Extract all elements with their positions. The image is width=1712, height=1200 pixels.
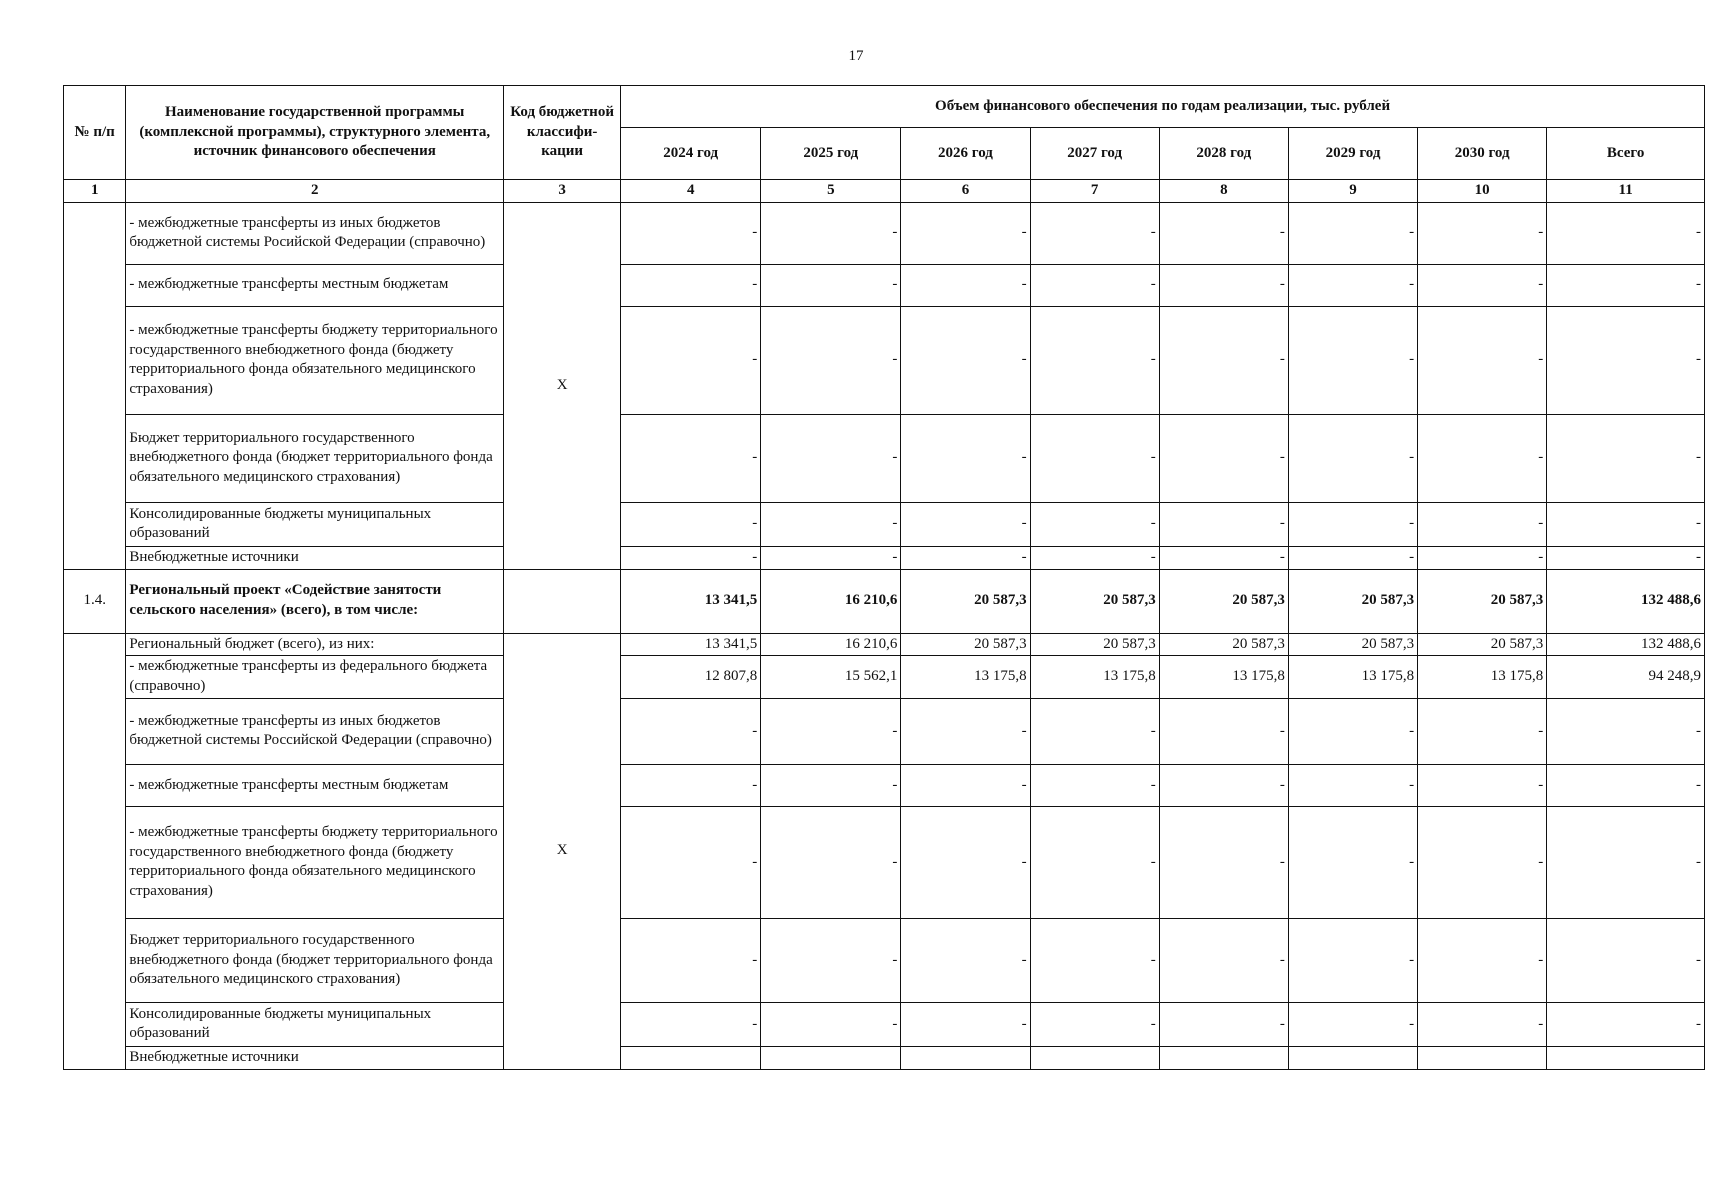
value-cell: - [761, 502, 901, 546]
value-cell: - [1288, 698, 1417, 764]
header-year: 2024 год [621, 128, 761, 180]
value-cell: 16 210,6 [761, 569, 901, 633]
value-cell: - [1159, 202, 1288, 264]
table-row [64, 202, 1705, 264]
table-row [64, 1002, 1705, 1046]
value-cell: - [901, 414, 1030, 502]
value-cell: 13 341,5 [621, 569, 761, 633]
value-cell: - [901, 806, 1030, 918]
row-name: Внебюджетные источники [126, 1046, 504, 1069]
value-cell: - [1159, 414, 1288, 502]
value-cell: - [1159, 918, 1288, 1002]
column-number: 1 [64, 180, 126, 203]
value-cell: 20 587,3 [1418, 633, 1547, 656]
value-cell: - [1547, 546, 1705, 569]
project-name: Региональный проект «Содействие занятости сельского населения» (всего), в том числе: [126, 569, 504, 633]
row-name: Региональный бюджет (всего), из них: [126, 633, 504, 656]
value-cell: - [1547, 306, 1705, 414]
value-cell: - [621, 202, 761, 264]
value-cell [1159, 1046, 1288, 1069]
column-number: 4 [621, 180, 761, 203]
row-name: Консолидированные бюджеты муниципальных образований [126, 1002, 504, 1046]
value-cell: 13 175,8 [1030, 656, 1159, 699]
value-cell: 13 175,8 [1288, 656, 1417, 699]
value-cell: - [901, 918, 1030, 1002]
value-cell: - [901, 264, 1030, 306]
value-cell: - [1288, 1002, 1417, 1046]
value-cell: - [761, 264, 901, 306]
table-row [64, 546, 1705, 569]
value-cell: - [1418, 414, 1547, 502]
column-number: 2 [126, 180, 504, 203]
value-cell: - [1288, 502, 1417, 546]
value-cell: - [761, 202, 901, 264]
value-cell: 20 587,3 [1159, 633, 1288, 656]
header-year: 2030 год [1418, 128, 1547, 180]
table-row [64, 306, 1705, 414]
value-cell: - [1547, 414, 1705, 502]
table-row [64, 806, 1705, 918]
row-number-empty [64, 202, 126, 569]
value-cell: - [901, 306, 1030, 414]
header-year: 2026 год [901, 128, 1030, 180]
value-cell: - [901, 502, 1030, 546]
value-cell: - [1547, 806, 1705, 918]
financing-table [63, 85, 1705, 1070]
value-cell: - [1418, 806, 1547, 918]
value-cell: - [1547, 698, 1705, 764]
value-cell: - [761, 546, 901, 569]
value-cell [621, 1046, 761, 1069]
value-cell: - [901, 202, 1030, 264]
value-cell: - [901, 1002, 1030, 1046]
value-cell: - [1418, 502, 1547, 546]
row-name: Бюджет территориального государственного внебюджетного фонда (бюджет территориального фонда обязательного медицинского страхования) [126, 918, 504, 1002]
value-cell: 15 562,1 [761, 656, 901, 699]
value-cell: 132 488,6 [1547, 569, 1705, 633]
value-cell: - [1159, 764, 1288, 806]
row-name: Консолидированные бюджеты муниципальных образований [126, 502, 504, 546]
value-cell: - [1547, 764, 1705, 806]
value-cell: - [1030, 1002, 1159, 1046]
value-cell: 132 488,6 [1547, 633, 1705, 656]
value-cell: - [1418, 764, 1547, 806]
value-cell: - [1030, 414, 1159, 502]
table-row [64, 918, 1705, 1002]
value-cell: 20 587,3 [901, 633, 1030, 656]
value-cell: 20 587,3 [1159, 569, 1288, 633]
value-cell: - [1030, 202, 1159, 264]
row-name: - межбюджетные трансферты из федерального бюджета (справочно) [126, 656, 504, 699]
value-cell: - [621, 764, 761, 806]
value-cell: - [1159, 306, 1288, 414]
value-cell: - [1030, 306, 1159, 414]
value-cell: 20 587,3 [1288, 633, 1417, 656]
row-name: - межбюджетные трансферты местным бюджетам [126, 264, 504, 306]
value-cell: 13 175,8 [1418, 656, 1547, 699]
value-cell: 20 587,3 [1030, 569, 1159, 633]
value-cell: - [761, 764, 901, 806]
value-cell: 20 587,3 [1418, 569, 1547, 633]
table-row [64, 264, 1705, 306]
header-year: 2025 год [761, 128, 901, 180]
row-name: - межбюджетные трансферты из иных бюджетов бюджетной системы Российской Федерации (справочно) [126, 698, 504, 764]
header-kbk: Код бюджетной классифи-кации [504, 86, 621, 180]
value-cell: - [761, 806, 901, 918]
value-cell: - [1418, 698, 1547, 764]
column-numbers-row [64, 180, 1705, 203]
header-name: Наименование государственной программы (комплексной программы), структурного элемента, источник финансового обеспечения [126, 86, 504, 180]
value-cell: 13 175,8 [1159, 656, 1288, 699]
value-cell [1030, 1046, 1159, 1069]
column-number: 10 [1418, 180, 1547, 203]
value-cell: - [1418, 264, 1547, 306]
table-row [64, 1046, 1705, 1069]
kbk-code-empty [504, 569, 621, 633]
row-number: 1.4. [64, 569, 126, 633]
value-cell: 13 175,8 [901, 656, 1030, 699]
value-cell: - [621, 502, 761, 546]
value-cell: - [1030, 698, 1159, 764]
value-cell: - [901, 546, 1030, 569]
value-cell: - [621, 306, 761, 414]
value-cell: - [621, 414, 761, 502]
value-cell: - [1418, 918, 1547, 1002]
column-number: 5 [761, 180, 901, 203]
value-cell: - [1418, 202, 1547, 264]
column-number: 9 [1288, 180, 1417, 203]
column-number: 6 [901, 180, 1030, 203]
value-cell: - [621, 1002, 761, 1046]
value-cell: - [1288, 806, 1417, 918]
value-cell: - [1159, 806, 1288, 918]
value-cell: - [1288, 918, 1417, 1002]
value-cell: 20 587,3 [901, 569, 1030, 633]
value-cell: - [1159, 502, 1288, 546]
value-cell: - [761, 1002, 901, 1046]
value-cell: - [1288, 264, 1417, 306]
row-name: - межбюджетные трансферты бюджету территориального государственного внебюджетного фонда (бюджету территориального фонда обязательного медицинского страхования) [126, 806, 504, 918]
header-year: 2028 год [1159, 128, 1288, 180]
row-name: Внебюджетные источники [126, 546, 504, 569]
column-number: 7 [1030, 180, 1159, 203]
value-cell: 20 587,3 [1288, 569, 1417, 633]
value-cell: - [1288, 202, 1417, 264]
header-year: 2027 год [1030, 128, 1159, 180]
kbk-code: X [504, 633, 621, 1069]
value-cell: - [1030, 546, 1159, 569]
project-row [64, 569, 1705, 633]
value-cell: - [1418, 546, 1547, 569]
value-cell [1288, 1046, 1417, 1069]
row-name: Бюджет территориального государственного внебюджетного фонда (бюджет территориального фонда обязательного медицинского страхования) [126, 414, 504, 502]
value-cell: - [1547, 202, 1705, 264]
column-number: 3 [504, 180, 621, 203]
value-cell: - [1030, 502, 1159, 546]
value-cell: - [1288, 414, 1417, 502]
value-cell: - [1159, 698, 1288, 764]
value-cell: - [1418, 1002, 1547, 1046]
value-cell: - [1159, 546, 1288, 569]
value-cell: - [1418, 306, 1547, 414]
value-cell: - [1030, 918, 1159, 1002]
header-year: 2029 год [1288, 128, 1417, 180]
value-cell: - [1030, 806, 1159, 918]
value-cell [1418, 1046, 1547, 1069]
value-cell: - [761, 918, 901, 1002]
table-row [64, 698, 1705, 764]
row-name: - межбюджетные трансферты бюджету территориального государственного внебюджетного фонда (бюджету территориального фонда обязательного медицинского страхования) [126, 306, 504, 414]
value-cell [901, 1046, 1030, 1069]
row-name: - межбюджетные трансферты местным бюджетам [126, 764, 504, 806]
table-row [64, 414, 1705, 502]
value-cell: - [1288, 546, 1417, 569]
value-cell: - [621, 546, 761, 569]
header-num: № п/п [64, 86, 126, 180]
page-number: 17 [848, 48, 864, 64]
value-cell: - [1288, 306, 1417, 414]
value-cell: - [621, 264, 761, 306]
value-cell: - [621, 918, 761, 1002]
value-cell: - [1547, 1002, 1705, 1046]
value-cell: - [761, 414, 901, 502]
value-cell: - [1288, 764, 1417, 806]
value-cell [1547, 1046, 1705, 1069]
value-cell: - [1030, 764, 1159, 806]
kbk-code: X [504, 202, 621, 569]
value-cell: - [1547, 502, 1705, 546]
value-cell: - [901, 698, 1030, 764]
table-row [64, 764, 1705, 806]
row-number-empty [64, 633, 126, 1069]
table-row [64, 633, 1705, 656]
value-cell: - [1159, 1002, 1288, 1046]
value-cell: 12 807,8 [621, 656, 761, 699]
value-cell: 13 341,5 [621, 633, 761, 656]
row-name: - межбюджетные трансферты из иных бюджетов бюджетной системы Росийской Федерации (справочно) [126, 202, 504, 264]
value-cell: - [901, 764, 1030, 806]
header-volume: Объем финансового обеспечения по годам реализации, тыс. рублей [621, 86, 1705, 128]
value-cell: - [1159, 264, 1288, 306]
value-cell: 16 210,6 [761, 633, 901, 656]
column-number: 8 [1159, 180, 1288, 203]
value-cell: - [761, 698, 901, 764]
value-cell: - [621, 806, 761, 918]
header-total: Всего [1547, 128, 1705, 180]
value-cell: 20 587,3 [1030, 633, 1159, 656]
value-cell [761, 1046, 901, 1069]
value-cell: - [761, 306, 901, 414]
value-cell: - [1547, 918, 1705, 1002]
value-cell: - [1547, 264, 1705, 306]
value-cell: - [621, 698, 761, 764]
value-cell: 94 248,9 [1547, 656, 1705, 699]
column-number: 11 [1547, 180, 1705, 203]
value-cell: - [1030, 264, 1159, 306]
table-row [64, 656, 1705, 699]
table-row [64, 502, 1705, 546]
header-row [64, 86, 1705, 128]
